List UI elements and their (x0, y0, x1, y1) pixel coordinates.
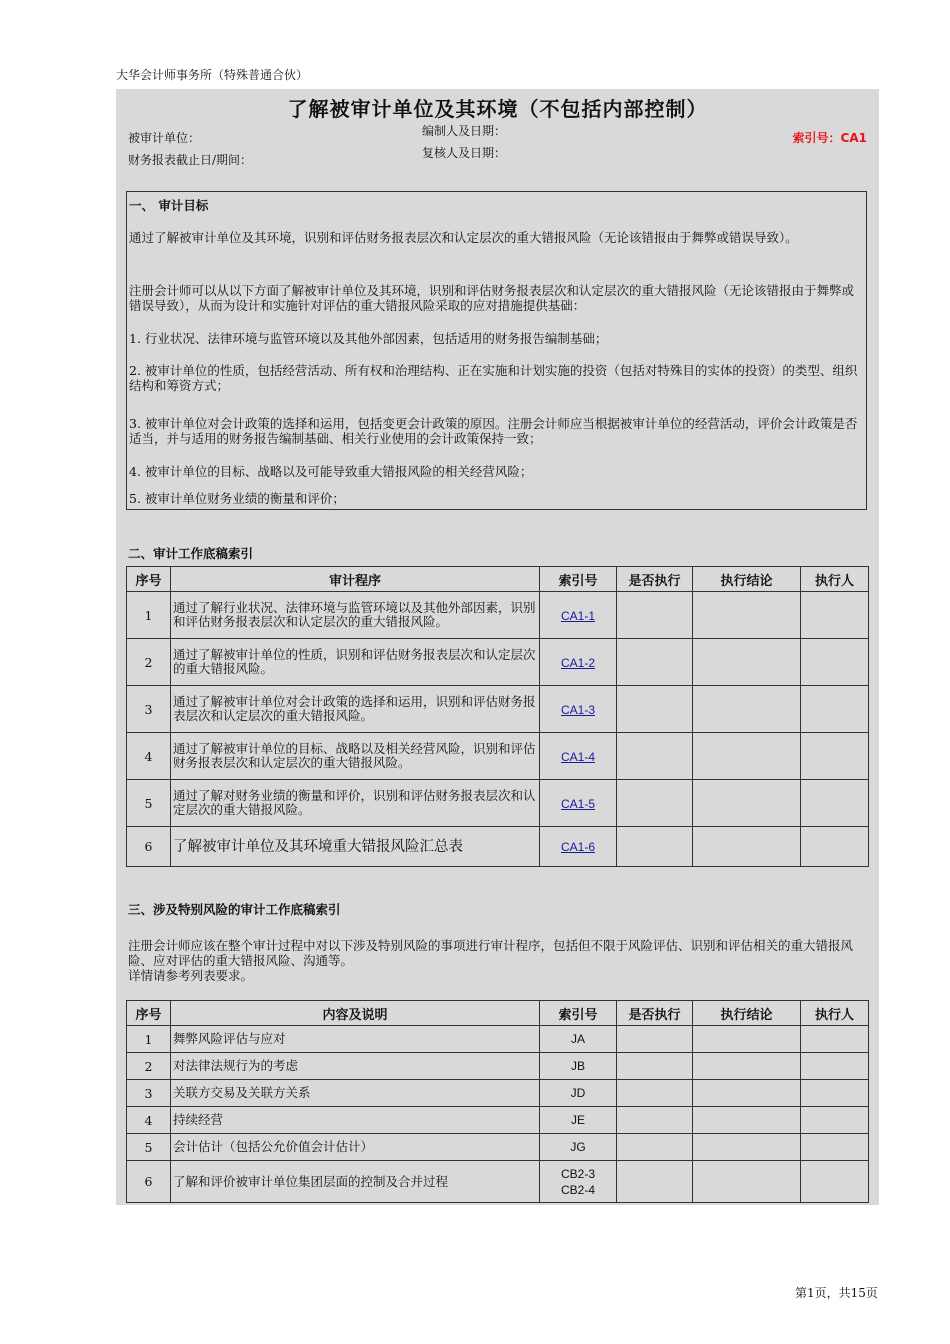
objective-item-4: 4. 被审计单位的目标、战略以及可能导致重大错报风险的相关经营风险； (129, 464, 533, 479)
section3-heading: 三、涉及特别风险的审计工作底稿索引 (128, 902, 341, 917)
executed-cell[interactable] (617, 1053, 693, 1080)
table-row (127, 1107, 869, 1134)
index-code: JG (540, 1134, 617, 1161)
table-row (127, 780, 869, 827)
table-row (127, 1134, 869, 1161)
col-header: 内容及说明 (171, 1001, 540, 1026)
index-number: 索引号：CA1 (792, 131, 867, 145)
executed-cell[interactable] (617, 639, 693, 686)
row-number: 1 (127, 1026, 171, 1053)
executed-cell[interactable] (617, 733, 693, 780)
objective-item-2: 2. 被审计单位的性质，包括经营活动、所有权和治理结构、正在实施和计划实施的投资（包括对特殊目的实体的投资）的类型、组织结构和筹资方式； (129, 363, 858, 393)
firm-name: 大华会计师事务所（特殊普通合伙） (116, 68, 309, 82)
col-header: 执行结论 (693, 1001, 801, 1026)
special-risk-note: 注册会计师应该在整个审计过程中对以下涉及特别风险的事项进行审计程序，包括但不限于风险评估、识别和评估相关的重大错报风险、应对评估的重大错报风险、沟通等。 (128, 938, 854, 968)
table-row (127, 1161, 869, 1203)
conclusion-cell[interactable] (693, 1134, 801, 1161)
table-row (127, 592, 869, 639)
objective-item-5: 5. 被审计单位财务业绩的衡量和评价； (129, 491, 345, 506)
workpaper-sheet (116, 89, 879, 1205)
row-number: 2 (127, 639, 171, 686)
col-header: 序号 (127, 1001, 171, 1026)
performer-cell[interactable] (801, 1080, 869, 1107)
period-label: 财务报表截止日/期间： (128, 153, 253, 167)
table-header-row (127, 1001, 869, 1026)
col-header: 索引号 (540, 1001, 617, 1026)
conclusion-cell[interactable] (693, 686, 801, 733)
procedure-text: 通过了解被审计单位的性质，识别和评估财务报表层次和认定层次的重大错报风险。 (171, 639, 540, 686)
page-footer: 第1页，共15页 (795, 1286, 878, 1300)
executed-cell[interactable] (617, 686, 693, 733)
table-row (127, 827, 869, 867)
conclusion-cell[interactable] (693, 780, 801, 827)
conclusion-cell[interactable] (693, 1026, 801, 1053)
table-header-row (127, 567, 869, 592)
col-header: 序号 (127, 567, 171, 592)
item-text: 关联方交易及关联方关系 (171, 1080, 540, 1107)
performer-cell[interactable] (801, 780, 869, 827)
executed-cell[interactable] (617, 1161, 693, 1203)
section1-heading: 一、 审计目标 (129, 198, 209, 213)
index-link[interactable]: CA1-4 (560, 749, 595, 764)
performer-cell[interactable] (801, 733, 869, 780)
index-code: JB (540, 1053, 617, 1080)
index-code: CB2-4 (560, 1182, 595, 1197)
index-link[interactable]: CA1-6 (560, 840, 595, 854)
performer-cell[interactable] (801, 639, 869, 686)
col-header: 执行人 (801, 1001, 869, 1026)
col-header: 执行人 (801, 567, 869, 592)
table-row (127, 686, 869, 733)
row-number: 2 (127, 1053, 171, 1080)
table-row (127, 1080, 869, 1107)
table-row (127, 733, 869, 780)
conclusion-cell[interactable] (693, 1161, 801, 1203)
table-row (127, 1053, 869, 1080)
objective-paragraph: 通过了解被审计单位及其环境，识别和评估财务报表层次和认定层次的重大错报风险（无论该错报由于舞弊或错误导致）。 (129, 230, 798, 245)
page-title: 了解被审计单位及其环境（不包括内部控制） (287, 97, 708, 121)
col-header: 索引号 (540, 567, 617, 592)
executed-cell[interactable] (617, 780, 693, 827)
index-link[interactable]: CA1-1 (560, 608, 595, 623)
procedure-text: 了解被审计单位及其环境重大错报风险汇总表 (171, 827, 540, 867)
executed-cell[interactable] (617, 1080, 693, 1107)
index-code-cell (540, 1161, 617, 1203)
performer-cell[interactable] (801, 1161, 869, 1203)
procedure-text: 通过了解被审计单位对会计政策的选择和运用，识别和评估财务报表层次和认定层次的重大错报风险。 (171, 686, 540, 733)
executed-cell[interactable] (617, 1107, 693, 1134)
col-header: 审计程序 (171, 567, 540, 592)
row-number: 6 (127, 827, 171, 867)
col-header: 执行结论 (693, 567, 801, 592)
index-link[interactable]: CA1-3 (560, 702, 595, 717)
approach-paragraph: 注册会计师可以从以下方面了解被审计单位及其环境，识别和评估财务报表层次和认定层次的重大错报风险（无论该错报由于舞弊或错误导致），从而为设计和实施针对评估的重大错报风险采取的应对措施提供基础： (129, 283, 855, 313)
index-code: CB2-3 (560, 1166, 595, 1181)
performer-cell[interactable] (801, 686, 869, 733)
preparer-label: 编制人及日期： (422, 124, 507, 138)
auditee-label: 被审计单位： (128, 131, 201, 145)
conclusion-cell[interactable] (693, 827, 801, 867)
performer-cell[interactable] (801, 1026, 869, 1053)
row-number: 5 (127, 780, 171, 827)
procedure-text: 通过了解行业状况、法律环境与监管环境以及其他外部因素，识别和评估财务报表层次和认定层次的重大错报风险。 (171, 592, 540, 639)
performer-cell[interactable] (801, 1134, 869, 1161)
row-number: 4 (127, 733, 171, 780)
index-link[interactable]: CA1-5 (560, 796, 595, 811)
table-row (127, 1026, 869, 1053)
item-text: 舞弊风险评估与应对 (171, 1026, 540, 1053)
performer-cell[interactable] (801, 827, 869, 867)
objective-item-3: 3. 被审计单位对会计政策的选择和运用，包括变更会计政策的原因。注册会计师应当根据被审计单位的经营活动，评价会计政策是否适当，并与适用的财务报告编制基础、相关行业使用的会计政策保持一致； (129, 416, 858, 446)
item-text: 会计估计（包括公允价值会计估计） (171, 1134, 540, 1161)
performer-cell[interactable] (801, 592, 869, 639)
executed-cell[interactable] (617, 1134, 693, 1161)
index-code: JE (540, 1107, 617, 1134)
index-link[interactable]: CA1-2 (560, 655, 595, 670)
index-code: JD (540, 1080, 617, 1107)
audit-objective-box (126, 191, 867, 510)
index-code: JA (540, 1026, 617, 1053)
conclusion-cell[interactable] (693, 592, 801, 639)
performer-cell[interactable] (801, 1053, 869, 1080)
reviewer-label: 复核人及日期： (422, 146, 507, 160)
item-text: 对法律法规行为的考虑 (171, 1053, 540, 1080)
objective-item-1: 1. 行业状况、法律环境与监管环境以及其他外部因素，包括适用的财务报告编制基础； (129, 331, 608, 346)
section2-heading: 二、审计工作底稿索引 (128, 546, 254, 561)
workpaper-index-table (126, 566, 869, 867)
row-number: 3 (127, 686, 171, 733)
item-text: 了解和评价被审计单位集团层面的控制及合并过程 (171, 1161, 540, 1203)
performer-cell[interactable] (801, 1107, 869, 1134)
table-row (127, 639, 869, 686)
conclusion-cell[interactable] (693, 1080, 801, 1107)
procedure-text: 通过了解被审计单位的目标、战略以及相关经营风险，识别和评估财务报表层次和认定层次的重大错报风险。 (171, 733, 540, 780)
conclusion-cell[interactable] (693, 1107, 801, 1134)
row-number: 4 (127, 1107, 171, 1134)
executed-cell[interactable] (617, 1026, 693, 1053)
item-text: 持续经营 (171, 1107, 540, 1134)
conclusion-cell[interactable] (693, 1053, 801, 1080)
executed-cell[interactable] (617, 592, 693, 639)
col-header: 是否执行 (617, 1001, 693, 1026)
special-risk-table (126, 1000, 869, 1203)
row-number: 5 (127, 1134, 171, 1161)
special-risk-note-2: 详情请参考列表要求。 (128, 968, 254, 983)
conclusion-cell[interactable] (693, 733, 801, 780)
row-number: 6 (127, 1161, 171, 1203)
procedure-text: 通过了解对财务业绩的衡量和评价，识别和评估财务报表层次和认定层次的重大错报风险。 (171, 780, 540, 827)
conclusion-cell[interactable] (693, 639, 801, 686)
executed-cell[interactable] (617, 827, 693, 867)
col-header: 是否执行 (617, 567, 693, 592)
row-number: 3 (127, 1080, 171, 1107)
row-number: 1 (127, 592, 171, 639)
